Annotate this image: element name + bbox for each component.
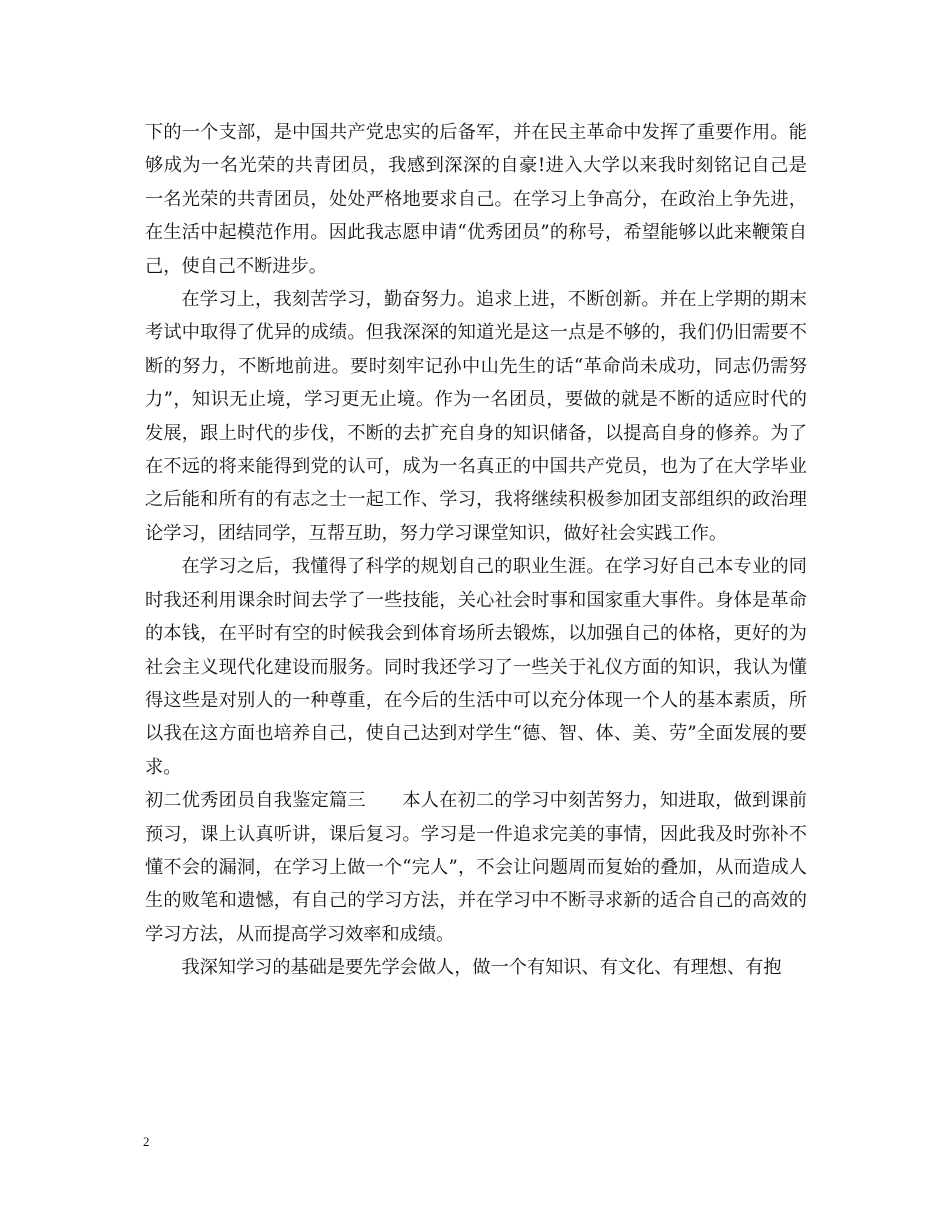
last-paragraph: 我深知学习的基础是要先学会做人，做一个有知识、有文化、有理想、有抱	[181, 957, 782, 979]
page-number: 2	[143, 1134, 150, 1149]
paragraph-3: 在学习之后，我懂得了科学的规划自己的职业生涯。在学习好自己本专业的同时我还利用课余时间去学了一些技能，关心社会时事和国家重大事件。身体是革命的本钱，在平时有空的时候我会到体育场所去锻炼，以加强自己的体格，更好的为社会主义现代化建设而服务。同时我还学习了一些关于礼仪方面的知识，我认为懂得这些是对别人的一种尊重，在今后的生活中可以充分体现一个人的基本素质，所以我在这方面也培养自己，使自己达到对学生“德、智、体、美、劳”全面发展的要求。	[145, 556, 807, 778]
section-paragraph-text: 本人在初二的学习中刻苦努力，知进取，做到课前预习，课上认真听讲，课后复习。学习是一件追求完美的事情，因此我及时弥补不懂不会的漏洞，在学习上做一个“完人”，不会让问题周而复始的叠加，从而造成人生的败笔和遗憾，有自己的学习方法，并在学习中不断寻求新的适合自己的高效的学习方法，从而提高学习效率和成绩。	[145, 790, 807, 945]
document-body	[145, 116, 807, 985]
paragraph-1: 下的一个支部，是中国共产党忠实的后备军，并在民主革命中发挥了重要作用。能够成为一名光荣的共青团员，我感到深深的自豪!进入大学以来我时刻铭记自己是一名光荣的共青团员，处处严格地要求自己。在学习上争高分，在政治上争先进，在生活中起模范作用。因此我志愿申请“优秀团员”的称号，希望能够以此来鞭策自己，使自己不断进步。	[145, 122, 807, 277]
paragraph-2: 在学习上，我刻苦学习，勤奋努力。追求上进，不断创新。并在上学期的期末考试中取得了优异的成绩。但我深深的知道光是这一点是不够的，我们仍旧需要不断的努力，不断地前进。要时刻牢记孙中山先生的话“革命尚未成功，同志仍需努力”，知识无止境，学习更无止境。作为一名团员，要做的就是不断的适应时代的发展，跟上时代的步伐，不断的去扩充自身的知识储备，以提高自身的修养。为了在不远的将来能得到党的认可，成为一名真正的中国共产党员，也为了在大学毕业之后能和所有的有志之士一起工作、学习，我将继续积极参加团支部组织的政治理论学习，团结同学，互帮互助，努力学习课堂知识，做好社会实践工作。	[145, 289, 807, 544]
section-paragraph	[145, 784, 807, 951]
section-heading: 初二优秀团员自我鉴定篇三	[145, 790, 366, 812]
